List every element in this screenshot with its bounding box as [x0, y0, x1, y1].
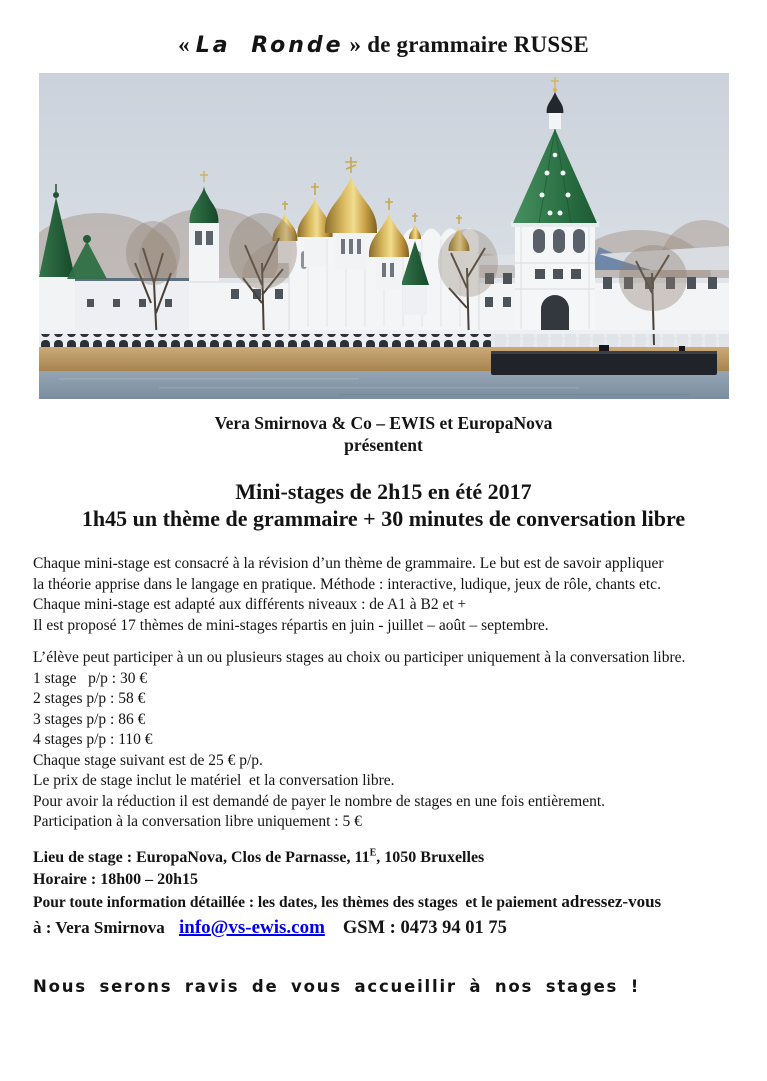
event-heading: [0, 478, 767, 532]
info-emphasis: adressez-vous: [561, 891, 662, 911]
presenter-block: [0, 412, 767, 456]
body-text: [33, 554, 741, 939]
presenter-verb: présentent: [344, 435, 423, 455]
gsm-number: GSM : 0473 94 01 75: [342, 917, 507, 938]
pricing-line: 4 stages p/p : 110 €: [33, 731, 153, 748]
intro-line: Chaque mini-stage est consacré à la révision d’un thème de grammaire. Le but est de savoir appliquer: [33, 555, 664, 572]
venue-text-end: , 1050 Bruxelles: [376, 848, 485, 866]
closing-message: Nous serons ravis de vous accueillir à nos stages !: [33, 976, 641, 996]
pricing-line: 2 stages p/p : 58 €: [33, 690, 146, 707]
pricing-line: Chaque stage suivant est de 25 € p/p.: [33, 751, 263, 769]
page-title: [0, 0, 767, 58]
pricing-line: Le prix de stage inclut le matériel et la conversation libre.: [33, 772, 395, 789]
intro-line: la théorie apprise dans le langage en pratique. Méthode : interactive, ludique, jeux de rôle, chants etc.: [33, 575, 661, 593]
title-open-quote: «: [178, 32, 196, 57]
presenter-names: Vera Smirnova & Co – EWIS et EuropaNova: [214, 413, 553, 433]
monastery-photo: [39, 73, 729, 399]
info-text: Pour toute information détaillée : les dates, les thèmes des stages et le paiement: [33, 893, 562, 911]
intro-line: Il est proposé 17 thèmes de mini-stages répartis en juin - juillet – août – septembre.: [33, 616, 549, 634]
venue-line: [33, 847, 741, 869]
info-line: [33, 891, 741, 914]
pricing-line: Pour avoir la réduction il est demandé de payer le nombre de stages en une fois entièrement.: [33, 792, 606, 810]
title-rest: » de grammaire RUSSE: [343, 32, 589, 57]
pricing-line: L’élève peut participer à un ou plusieurs stages au choix ou participer uniquement à la conversation libre.: [33, 649, 686, 666]
intro-paragraph: [33, 554, 741, 636]
intro-line: Chaque mini-stage est adapté aux différents niveaux : de A1 à B2 et +: [33, 596, 467, 613]
pricing-line: Participation à la conversation libre uniquement : 5 €: [33, 813, 362, 830]
heading-line-1: Mini-stages de 2h15 en été 2017: [235, 479, 532, 504]
pricing-line: 3 stages p/p : 86 €: [33, 710, 146, 728]
pricing-paragraph: [33, 648, 741, 833]
venue-superscript: E: [369, 847, 377, 859]
heading-line-2: 1h45 un thème de grammaire + 30 minutes de conversation libre: [81, 506, 686, 531]
email-link[interactable]: info@vs-ewis.com: [179, 916, 325, 938]
title-course-name: La Ronde: [195, 33, 344, 58]
schedule-line: Horaire : 18h00 – 20h15: [33, 870, 199, 888]
river-water: [39, 371, 729, 399]
contact-line: [33, 917, 741, 939]
monastery-photo-svg: [39, 73, 729, 399]
details-block: [33, 847, 741, 939]
pricing-line: 1 stage p/p : 30 €: [33, 669, 148, 687]
contact-name: à : Vera Smirnova: [33, 917, 169, 937]
venue-text: Lieu de stage : EuropaNova, Clos de Parnasse, 11: [33, 848, 370, 866]
